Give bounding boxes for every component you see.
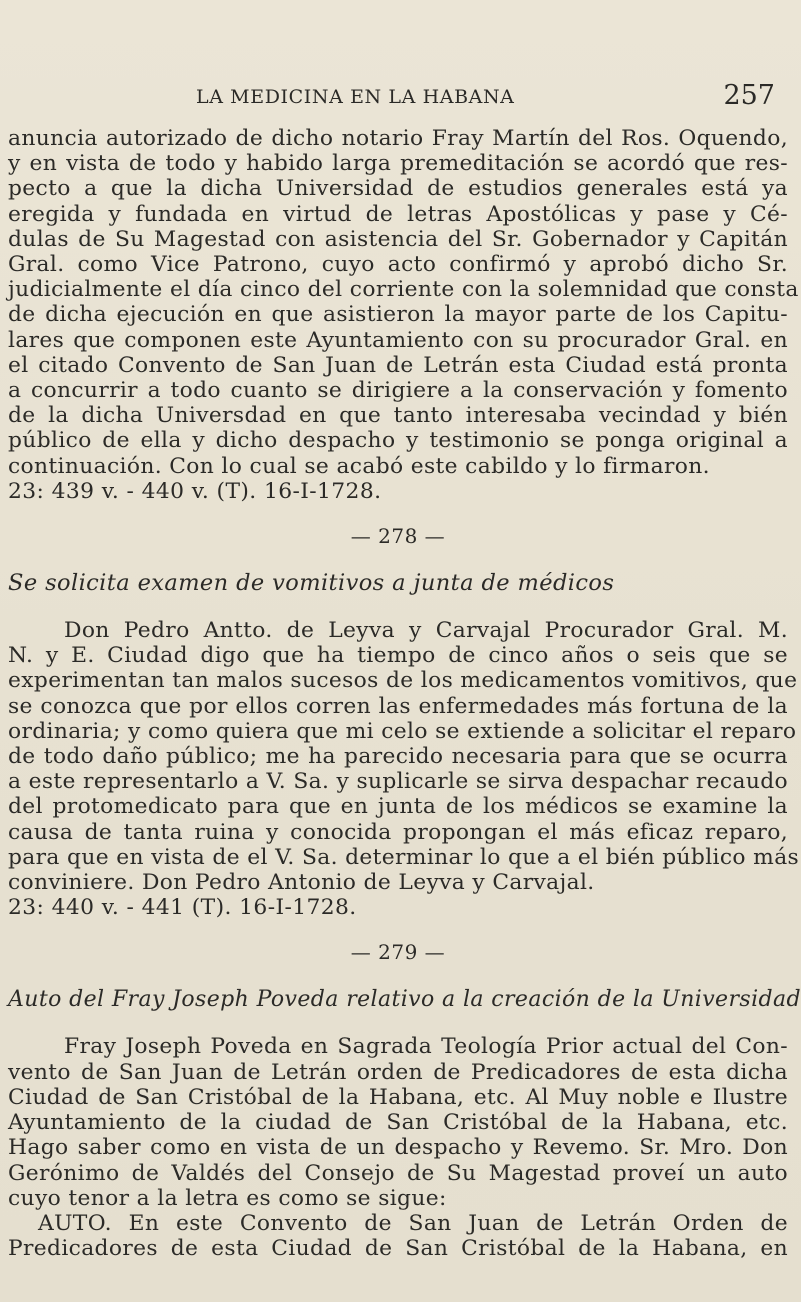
text-line: N. y E. Ciudad digo que ha tiempo de cinco años o seis que se <box>8 643 788 669</box>
text-line: Don Pedro Antto. de Leyva y Carvajal Procurador Gral. M. <box>64 618 788 644</box>
body-text <box>8 126 801 1262</box>
text-line: de la dicha Universdad en que tanto interesaba vecindad y bién <box>8 403 788 429</box>
text-line: lares que componen este Ayuntamiento con su procurador Gral. en <box>8 327 788 353</box>
text-line: conviniere. Don Pedro Antonio de Leyva y Carvajal. <box>8 870 595 896</box>
text-line: a este representarlo a V. Sa. y suplicarle se sirva despachar recaudo <box>8 769 788 795</box>
text-line: judicialmente el día cinco del corriente con la solemnidad que consta <box>8 277 799 303</box>
text-line: de todo daño público; me ha parecido necesaria para que se ocurra <box>8 744 788 770</box>
text-line: para que en vista de el V. Sa. determinar lo que a el bién público más <box>8 844 800 870</box>
running-title: LA MEDICINA EN LA HABANA <box>196 86 515 108</box>
text-line: y en vista de todo y habido larga premeditación se acordó que res- <box>8 151 788 177</box>
text-line: del protomedicato para que en junta de los médicos se examine la <box>8 794 788 820</box>
text-line: Ciudad de San Cristóbal de la Habana, etc. Al Muy noble e Ilustre <box>8 1084 788 1110</box>
text-line: cuyo tenor a la letra es como se sigue: <box>8 1185 447 1211</box>
page-header <box>0 80 801 120</box>
text-line: vento de San Juan de Letrán orden de Predicadores de esta dicha <box>8 1059 788 1085</box>
text-line: público de ella y dicho despacho y testimonio se ponga original a <box>8 428 788 454</box>
text-line: a concurrir a todo cuanto se dirigiere a la conservación y fomento <box>8 378 788 404</box>
text-line: Hago saber como en vista de un despacho y Revemo. Sr. Mro. Don <box>8 1135 788 1161</box>
text-line: el citado Convento de San Juan de Letrán esta Ciudad está pronta <box>8 352 788 378</box>
section-278 <box>8 524 800 921</box>
text-line: causa de tanta ruina y conocida propongan el más eficaz reparo, <box>8 819 788 845</box>
section-title: Auto del Fray Joseph Poveda relativo a la creación de la Universidad <box>8 987 801 1013</box>
text-line: Gral. como Vice Patrono, cuyo acto confirmó y aprobó dicho Sr. <box>8 252 788 278</box>
section-number: — 278 — <box>350 524 446 549</box>
archive-reference: 23: 440 v. - 441 (T). 16-I-1728. <box>8 895 357 921</box>
text-line: dulas de Su Magestad con asistencia del Sr. Gobernador y Capitán <box>8 226 788 252</box>
text-line: Gerónimo de Valdés del Consejo de Su Magestad proveí un auto <box>8 1160 788 1186</box>
text-line: Ayuntamiento de la ciudad de San Cristóbal de la Habana, etc. <box>8 1110 788 1136</box>
text-line: de dicha ejecución en que asistieron la mayor parte de los Capitu- <box>8 302 788 328</box>
section-number: — 279 — <box>350 940 446 965</box>
text-line: AUTO. En este Convento de San Juan de Letrán Orden de <box>38 1210 788 1236</box>
text-line: se conozca que por ellos corren las enfermedades más fortuna de la <box>8 693 788 719</box>
text-line: anuncia autorizado de dicho notario Fray Martín del Ros. Oquendo, <box>8 126 788 151</box>
text-line: experimentan tan malos sucesos de los medicamentos vomitivos, que <box>8 668 798 694</box>
text-line: continuación. Con lo cual se acabó este cabildo y lo firmaron. <box>8 453 710 479</box>
text-line: pecto a que la dicha Universidad de estudios generales está ya <box>8 176 788 202</box>
paragraph-continuation <box>8 126 799 504</box>
text-line: eregida y fundada en virtud de letras Apostólicas y pase y Cé- <box>8 201 788 227</box>
text-line: Predicadores de esta Ciudad de San Cristóbal de la Habana, en <box>8 1236 788 1262</box>
text-line: ordinaria; y como quiera que mi celo se extiende a solicitar el reparo <box>8 718 797 744</box>
section-279 <box>8 940 801 1262</box>
archive-reference: 23: 439 v. - 440 v. (T). 16-I-1728. <box>8 478 382 504</box>
page-number: 257 <box>723 80 775 111</box>
text-line: Fray Joseph Poveda en Sagrada Teología Prior actual del Con- <box>64 1034 788 1060</box>
section-title: Se solicita examen de vomitivos a junta de médicos <box>8 570 615 597</box>
